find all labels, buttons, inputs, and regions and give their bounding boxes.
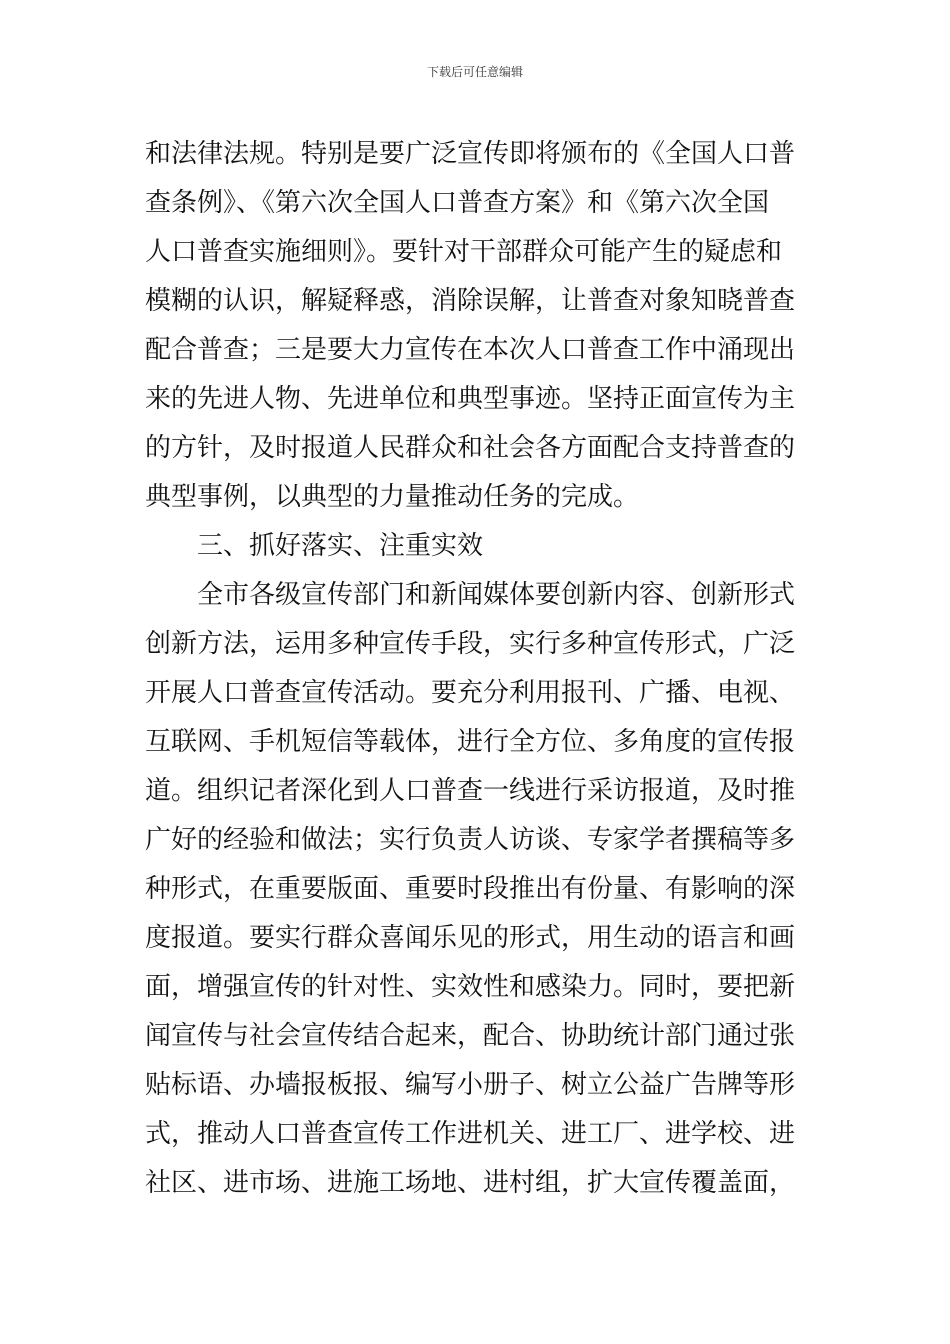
text-line: 创新方法，运用多种宣传手段，实行多种宣传形式，广泛 — [145, 629, 796, 659]
text-line: 人口普查实施细则》。要针对干部群众可能产生的疑虑和 — [145, 237, 783, 267]
text-line: 度报道。要实行群众喜闻乐见的形式，用生动的语言和画 — [145, 923, 796, 953]
text-line: 开展人口普查宣传活动。要充分利用报刊、广播、电视、 — [145, 678, 796, 708]
text-line: 互联网、手机短信等载体，进行全方位、多角度的宣传报 — [145, 727, 796, 757]
page-header: 下载后可任意编辑 — [426, 65, 523, 79]
text-line: 全市各级宣传部门和新闻媒体要创新内容、创新形式 — [197, 580, 796, 610]
text-line: 贴标语、办墙报板报、编写小册子、树立公益广告牌等形 — [145, 1070, 796, 1100]
text-line: 来的先进人物、先进单位和典型事迹。坚持正面宣传为主 — [145, 384, 796, 414]
text-line: 配合普查；三是要大力宣传在本次人口普查工作中涌现出 — [145, 335, 796, 365]
text-line: 典型事例，以典型的力量推动任务的完成。 — [145, 482, 640, 512]
text-line: 广好的经验和做法；实行负责人访谈、专家学者撰稿等多 — [145, 825, 796, 855]
body-text — [145, 130, 810, 1208]
text-line: 和法律法规。特别是要广泛宣传即将颁布的《全国人口普 — [145, 139, 796, 169]
text-line: 种形式，在重要版面、重要时段推出有份量、有影响的深 — [145, 874, 796, 904]
text-line: 道。组织记者深化到人口普查一线进行采访报道，及时推 — [145, 776, 796, 806]
text-line: 查条例》、《第六次全国人口普查方案》和《第六次全国 — [145, 188, 770, 218]
text-line: 模糊的认识，解疑释惑，消除误解，让普查对象知晓普查 — [145, 286, 796, 316]
text-line: 式，推动人口普查宣传工作进机关、进工厂、进学校、进 — [145, 1119, 796, 1149]
text-line: 面，增强宣传的针对性、实效性和感染力。同时，要把新 — [145, 972, 796, 1002]
text-line: 社区、进市场、进施工场地、进村组，扩大宣传覆盖面， — [145, 1168, 796, 1198]
text-line: 闻宣传与社会宣传结合起来，配合、协助统计部门通过张 — [145, 1021, 796, 1051]
text-line: 的方针，及时报道人民群众和社会各方面配合支持普查的 — [145, 433, 796, 463]
section-heading: 三、抓好落实、注重实效 — [197, 531, 484, 561]
